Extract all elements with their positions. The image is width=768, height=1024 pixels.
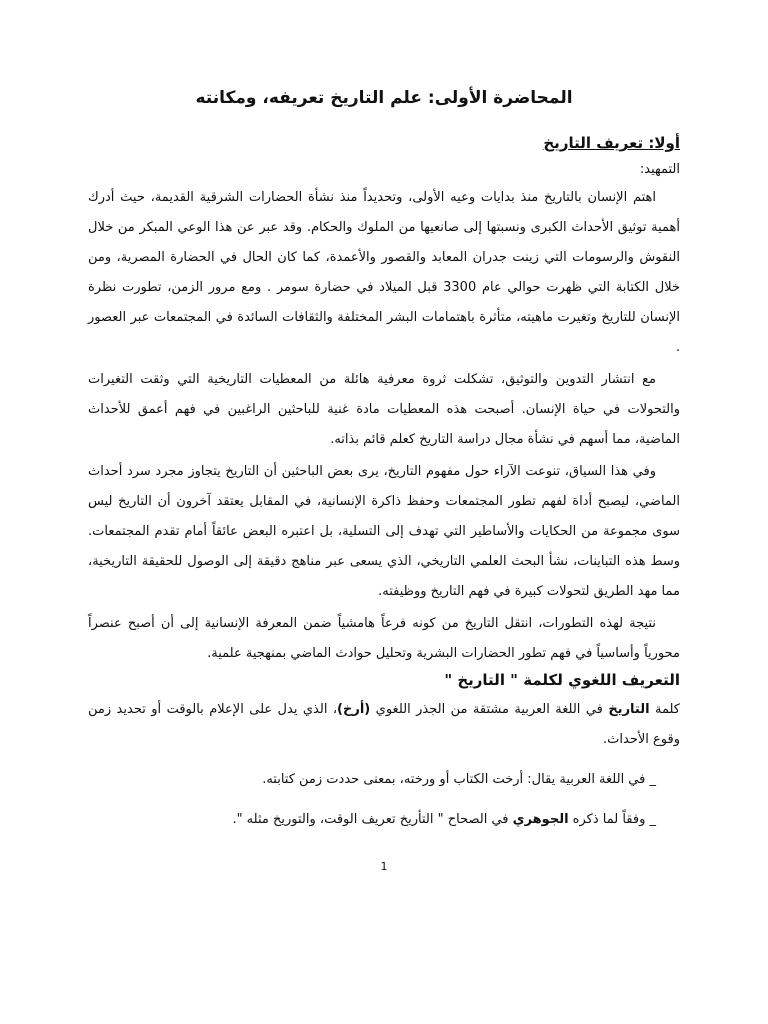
bullet-item-1: _ في اللغة العربية يقال: أرخت الكتاب أو ورخته، بمعنى حددت زمن كتابته. (262, 772, 656, 787)
intro-label: التمهيد: (639, 162, 680, 177)
definition-text-1: كلمة (649, 702, 680, 717)
section-heading-history-definition: أولا: تعريف التاريخ (543, 134, 680, 152)
page-title: المحاضرة الأولى: علم التاريخ تعريفه، ومكانته (195, 88, 573, 108)
definition-bold-root: (أرخ) (337, 702, 371, 717)
definition-text-3: ، الذي يدل على الإعلام بالوقت أو تحديد زمن وقوع الأحداث. (88, 702, 680, 747)
paragraph-4: نتيجة لهذه التطورات، انتقل التاريخ من كونه فرعاً هامشياً ضمن المعرفة الإنسانية إلى أن أصبح عنصراً محورياً وأساسياً في فهم تطور الحضارات البشرية وتحليل حوادث الماضي بمنهجية علمية. (88, 616, 680, 661)
definition-bold-word: التاريخ (608, 702, 650, 717)
lexical-definition-heading: التعريف اللغوي لكلمة " التاريخ " (444, 671, 680, 689)
paragraph-2: مع انتشار التدوين والتوثيق، تشكلت ثروة معرفية هائلة من المعطيات التاريخية التي وثقت التغيرات والتحولات في حياة الإنسان. أصبحت هذه المعطيات مادة غنية للباحثين الراغبين في فهم أعمق للأحداث الماضية، مما أسهم في نشأة مجال دراسة التاريخ كعلم قائم بذاته. (88, 372, 680, 447)
paragraph-3: وفي هذا السياق، تنوعت الآراء حول مفهوم التاريخ، يرى بعض الباحثين أن التاريخ يتجاوز مجرد سرد أحداث الماضي، ليصبح أداة لفهم تطور المجتمعات وحفظ ذاكرة الإنسانية، في المقابل يعتقد آخرون أن التاريخ ليس سوى مجموعة من الحكايات والأساطير التي تهدف إلى التسلية، بل اعتبره البعض عائقاً أمام تقدم المجتمعات. وسط هذه التباينات، نشأ البحث العلمي التاريخي، الذي يسعى عبر مناهج دقيقة إلى الوصول للحقيقة التاريخية، مما مهد الطريق لتحولات كبيرة في فهم التاريخ ووظيفته. (88, 464, 680, 599)
bullet-item-2 (88, 805, 680, 835)
lexical-definition-paragraph (88, 695, 680, 755)
bullet2-bold-name: الجوهري (512, 812, 569, 827)
bullet2-text-1: _ وفقاً لما ذكره (568, 812, 656, 827)
bullet2-text-2: في الصحاح " التأريخ تعريف الوقت، والتوريخ مثله ". (232, 812, 513, 827)
definition-text-2: في اللغة العربية مشتقة من الجذر اللغوي (370, 702, 609, 717)
page-number: 1 (380, 860, 388, 873)
paragraph-1: اهتم الإنسان بالتاريخ منذ بدايات وعيه الأولى، وتحديداً منذ نشأة الحضارات الشرقية القديمة، حيث أدرك أهمية توثيق الأحداث الكبرى ونسبتها إلى صانعيها من الملوك والحكام. وقد عبر عن هذا الوعي المبكر من خلال النقوش والرسومات التي زينت جدران المعابد والقصور والأعمدة، كما كان الحال في الحضارة المصرية، ومن خلال الكتابة التي ظهرت حوالي عام 3300 قبل الميلاد في حضارة سومر . ومع مرور الزمن، تطورت نظرة الإنسان للتاريخ وتغيرت ماهيته، متأثرة باهتمامات البشر المختلفة والثقافات السائدة في المجتمعات عبر العصور . (88, 190, 680, 355)
